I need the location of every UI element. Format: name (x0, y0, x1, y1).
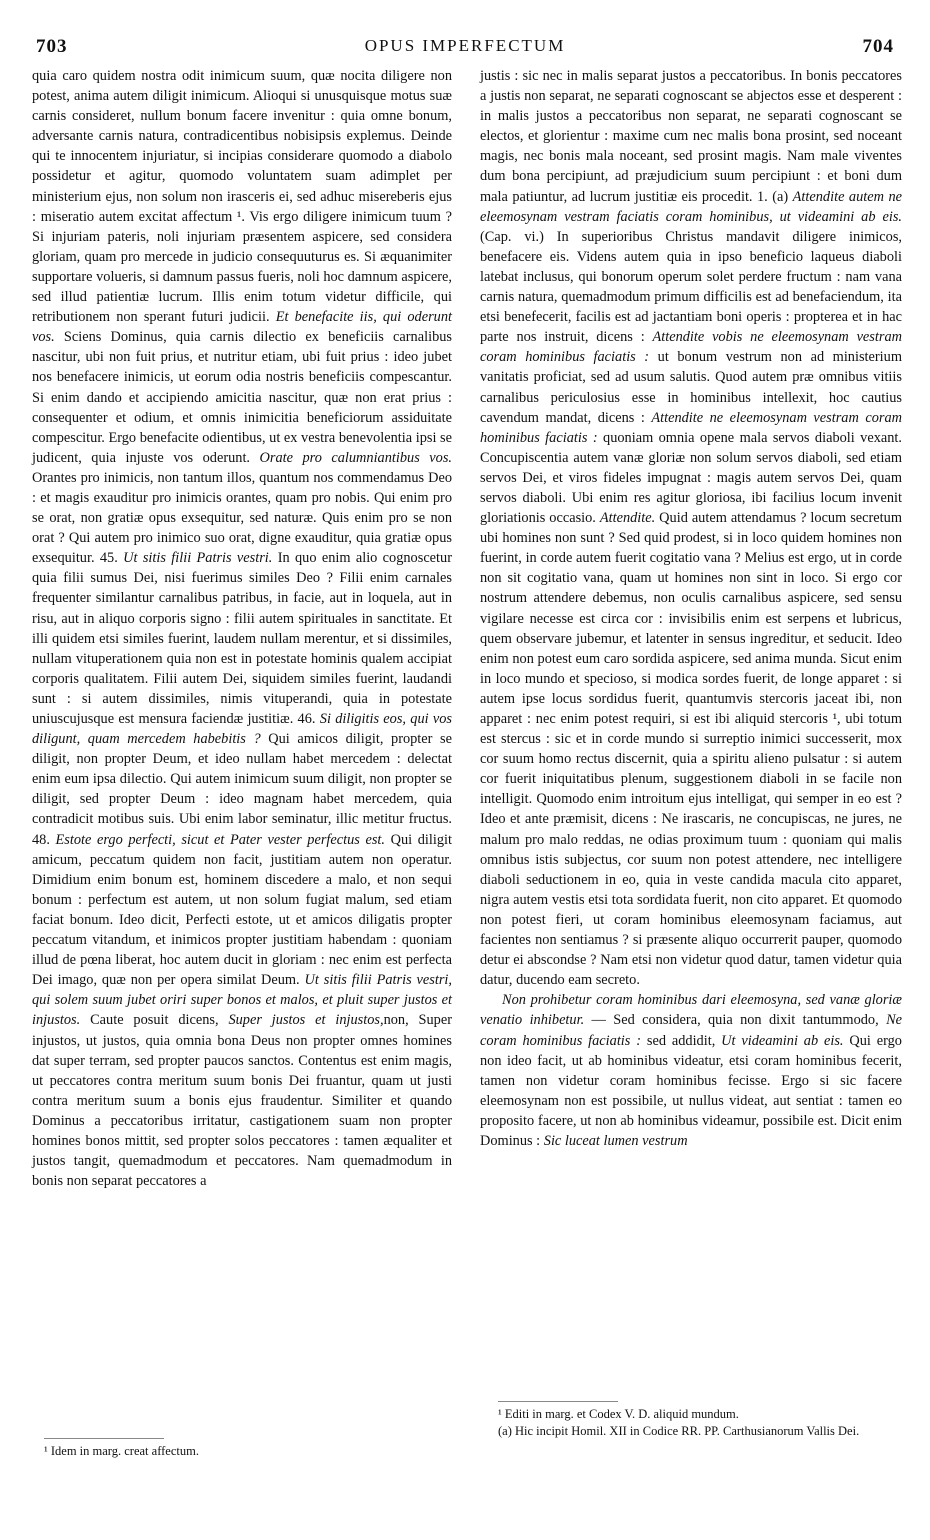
italic-quotation: Ne coram hominibus faciatis : (480, 1012, 902, 1049)
text-run: sed addidit, (641, 1032, 722, 1049)
text-run: Qui ergo non ideo facit, ut ab hominibus videatur, etsi coram hominibus fecerit, tamen non videtur coram hominibus fecisse. Ergo si sic facere eleemosynam non est possibile, ut nullus videat, aut sentiat : tamen eo proposito facere, ut non ab hominibus videamur, possibile est. Dicit enim Dominus : (480, 1032, 902, 1149)
text-run: Quid autem attendamus ? locum secretum ubi homines non sunt ? Sed quid prodest, si in loco quidem homines non fuerint, in corde autem fuerit cogitatio vana ? Melius est ergo, ut in corde non sit cogitatio vana, quam ut homines non sint in loco. Si ergo cor nostrum attendere debemus, non oculis carnalibus aspicere, sed sensu vigilare necesse est circa cor : invisibilis enim est serpens et lubricus, quem observare jubemur, et latenter in sensus ingreditur, et seducit. Ideo enim non potest eum caro sordida aspicere, sed anima munda. Sicut enim in loco mundo et specioso, si modica sordes fuerit, de longe apparet : si autem ipse locus sordidus fuerit, quantumvis stercoris jaceat ibi, non apparet : nec enim potest requiri, si est ibi aliquid stercoris ¹, ubi totum est stercus : sic et in corde mundo si surreptio inimici successerit, mox cor suum homo rectus discernit, quia a spiritu alieno pulsatur : si autem cor fuerit iniquitatibus plenum, suggestionem diaboli in se facile non intelligit. Quomodo enim introitum ejus intelligat, qui semper in eo est ? Ideo et ante præmisit, dicens : Ne irascaris, ne concupiscas, ne jures, ne malum pro malo reddas, ne odias proximum tuum : quoniam qui malis omnibus istis subjectus, cor suum non potest attendere, nec intelligere diaboli seductionem in eo, quia in veste candida macula cito apparet, nigra autem vestis etsi tota sordidata fuerit, non cito apparet. Et quomodo non potest fieri, ut coram hominibus eleemosynam faciamus, aut facientes non sentiamus ? si præsente aliquo occurrerit pauper, quomodo detur ei abscondse ? Nam etsi non videtur quod datur, tamen videtur quia datur, ducendo eam secreto. (480, 510, 902, 989)
italic-quotation: Super justos et injustos, (228, 1012, 384, 1029)
text-run: Orantes pro inimicis, non tantum illos, quantum nos commendamus Deo : et magis exauditur pro inimicis orantes, quam pro nobis. Qui enim pro se orat, non gratiæ opus exsequitur, sed naturæ. Quis enim pro se non orat ? Qui autem pro inimico suo orat, digne exauditur, quia gratiæ opus exsequitur. 45. (32, 469, 452, 567)
footnote-rule-right (498, 1401, 618, 1402)
text-run: In quo enim alio cognoscetur quia filii sumus Dei, nisi fuerimus similes Deo ? Filii enim carnales frequenter similantur carnalibus patribus, in facie, aut in loquela, aut in risu, aut in aliquo corporis signo : filii autem spirituales in sanctitate. Et illi quidem etsi similes fuerint, laudem nullam merentur, et si dissimiles, nullam vituperationem quia non est in potestate hominis qualem accipiat corporis qualitatem. Filii autem Dei, siquidem similes fuerint, laudandi sunt : si autem dissimiles, nimis vituperandi, quia in potestate uniuscujusque est mensura faciendæ justitiæ. 46. (32, 550, 452, 727)
italic-quotation: Attendite. (599, 510, 656, 527)
italic-quotation: Ut sitis filii Patris vestri, qui solem suum jubet oriri super bonos et malos, et pluit super justos et injustos. (32, 972, 452, 1029)
italic-quotation: Si diligitis eos, qui vos diligunt, quam mercedem habebitis ? (32, 711, 452, 748)
text-run: Qui amicos diligit, propter se diligit, non propter Deum, et ideo nullam habet mercedem : delectat enim eum ipsa dilectio. Qui autem inimicum suum diligit, non propter se diligit, sed propter Deum : ideo magnam habet mercedem, quia contradicit motibus suis. Ubi enim labor seminatur, illic metitur fructus. 48. (32, 731, 452, 848)
right-column (480, 66, 902, 1151)
page-number-left: 703 (36, 36, 68, 57)
footnotes-right (498, 1406, 902, 1440)
text-run: quoniam omnia opene mala servos diaboli vexant. Concupiscentia autem vanæ gloriæ non solum servos diaboli, sed etiam servos Dei, et viros fideles impugnat : magis autem servos Dei, quam servos diaboli. Ubi enim res agitur gloriosa, ibi facilius locum invenit gloriationis occasio. (480, 429, 902, 527)
italic-quotation: Attendite vobis ne eleemosynam vestram coram hominibus faciatis : (480, 329, 902, 366)
page-number-right: 704 (862, 36, 894, 57)
text-run: (Cap. vi.) In superioribus Christus mandavit diligere inimicos, benefacere eis. Videns autem quia in ipso beneficio laqueus diaboli latebat inclusus, qui bonorum operum solet perdere fructum : nam vana carnis natura, quemadmodum primum difficilis est ad benefaciendum, ita etsi benefecerit, facilis est ad jactantiam boni operis : propterea et in hac parte nos instruit, dicens : (480, 228, 902, 346)
footnote-left-1: ¹ Idem in marg. creat affectum. (44, 1444, 199, 1458)
footnotes-left (44, 1443, 444, 1460)
section-heading: Non prohibetur coram hominibus dari eleemosyna, sed vanæ gloriæ venatio inhibetur. (480, 992, 902, 1029)
italic-quotation: Sic luceat lumen vestrum (543, 1132, 688, 1149)
italic-quotation: Attendite ne eleemosynam vestram coram hominibus faciatis : (480, 409, 902, 446)
text-run: Sciens Dominus, quia carnis dilectio ex beneficiis carnalibus nascitur, ubi non fuit prius, et nutritur etiam, ubi fuit prius : ideo jubet nos benefacere inimicis, ut eorum odia nostris beneficiis compescantur. Si enim dando et accipiendo amicitia nascitur, quæ non erat prius : consequenter et odium, et omnis inimicitia beneficiorum assiduitate compescitur. Ergo benefacite odientibus, ut ex vestra benevolentia ipsi se judicent, quia injuste vos oderunt. (32, 329, 452, 466)
italic-quotation: Ut sitis filii Patris vestri. (123, 550, 273, 567)
right-column-text (480, 66, 902, 990)
italic-quotation: Et benefacite iis, qui oderunt vos. (32, 309, 452, 346)
italic-quotation: Ut videamini ab eis. (721, 1032, 844, 1049)
text-run: quia caro quidem nostra odit inimicum suum, quæ nocita diligere non potest, anima autem diligit inimicum. Alioqui si unusquisque motus suæ carnis consideret, nullum bonum facere invenitur : quia omne bonum, adversante carnis natura, contradicentibus nobisipsis explemus. Deinde qui te innocentem injuriatur, si incipias considerare quomodo a diabolo possidetur et agitur, quomodo voluntatem suam adimplet per ministerium ejus, non solum non irasceris ei, sed adhuc misereberis ejus : miseratio autem excitat affectum ¹. Vis ergo diligere inimicum tuum ? Si injuriam pateris, noli injuriam præsentem aspicere, sed considera gloriam, quam pro mercede in judicio consequuturus es. Si æquanimiter supportare volueris, si damnum passus fueris, noli hoc damnum aspicere, sed illud patientiæ lucrum. Illis enim totum videtur difficile, qui retributionem non sperant futuri judicii. (32, 68, 452, 326)
text-run: Caute posuit dicens, (80, 1012, 229, 1029)
section-heading-paragraph (480, 990, 902, 1151)
footnote-right-2: (a) Hic incipit Homil. XII in Codice RR. PP. Carthusianorum Vallis Dei. (498, 1424, 860, 1438)
text-run: justis : sic nec in malis separat justos a peccatoribus. In bonis peccatores a justis non separat, ne separati cognoscant se abjectos esse et desperent : in malis justos a peccatoribus non separat, ne separati cognoscant se electos, et glorientur : maxime cum nec malis bona prosint, sed noceant magis, nec bonis mala noceant, sed prosint magis. Nam male viventes dum bona percipiunt, ad præjudicium suum percipiunt : et boni dum mala patiuntur, ad lucrum justitiæ eis procedit. 1. (a) (480, 68, 902, 205)
text-run: ut bonum vestrum non ad ministerium vanitatis proficiat, sed ad usum salutis. Quod autem præ omnibus vitiis carnalibus periculosius esse in hominibus intellexit, hoc cautius cavendum mandat, dicens : (480, 349, 902, 426)
text-run: non, Super injustos, ut justos, quia omnia bona Deus non propter omnes homines dat super terram, sed propter paucos sanctos. Contentus est enim magis, ut peccatores contra meritum suum bonis Dei fruantur, quam ut justi contra meritum suum a bonis ejus fraudentur. Similiter et quando Dominus a peccatoribus irritatur, castigationem suam non propter homines bonos mittit, sed propter solos peccatores : tamen æqualiter et justos tangit, quemadmodum et peccatores. Nam quemadmodum in bonis non separat peccatores a (32, 1012, 452, 1190)
footnote-right-1: ¹ Editi in marg. et Codex V. D. aliquid mundum. (498, 1407, 739, 1421)
italic-quotation: Attendite autem ne eleemosynam vestram faciatis coram hominibus, ut videamini ab eis. (480, 188, 902, 225)
left-column-text (32, 66, 452, 1191)
page-header (30, 36, 900, 58)
text-run: Qui diligit amicum, peccatum quidem non facit, justitiam autem non operatur. Dimidium enim bonum est, hominem discedere a malo, et non sequi bonum : perfectum est autem, ut non solum fugiat malum, sed etiam faciat bonum. Ideo dicit, Perfecti estote, ut et amicos diligatis propter peccatum vitandum, et inimicos propter justitiam habendam : quoniam illud de pœna liberat, hoc autem ducit in gloriam : nec enim est perfecta Dei imago, quæ non per opera similat Deum. (32, 831, 452, 989)
footnote-rule-left (44, 1438, 164, 1439)
italic-quotation: Estote ergo perfecti, sicut et Pater vester perfectus est. (55, 831, 385, 848)
running-title: OPUS IMPERFECTUM (364, 36, 566, 55)
section-heading-text: — Sed considera, quia non dixit tantummodo, (584, 1012, 887, 1029)
italic-quotation: Orate pro calumniantibus vos. (259, 449, 452, 466)
left-column (32, 66, 452, 1191)
